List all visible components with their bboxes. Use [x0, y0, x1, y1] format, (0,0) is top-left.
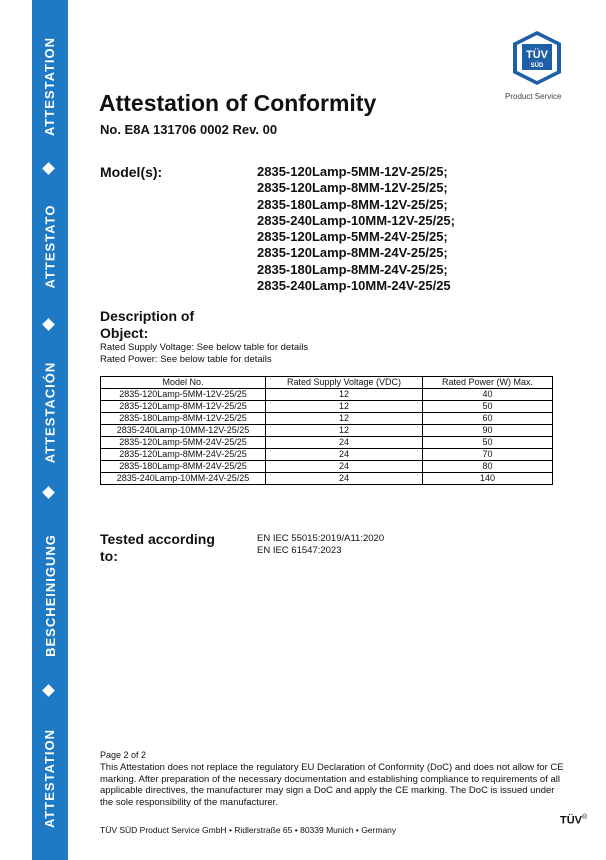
- disclaimer-text: This Attestation does not replace the regulatory EU Declaration of Conformity (DoC) and does not allow for CE marking. After preparation of the necessary documentation and establishing compliance to requirements of all applicable directives, the manufacturer may sign a DoC and apply the CE marking. The DoC is issued under the sole responsibility of the manufacturer.: [100, 762, 564, 808]
- table-cell: 2835-180Lamp-8MM-24V-25/25: [101, 461, 266, 473]
- logo-text-bottom: SÜD: [530, 63, 544, 69]
- model-item: 2835-240Lamp-10MM-12V-25/25;: [257, 212, 455, 228]
- table-cell: 2835-240Lamp-10MM-12V-25/25: [101, 425, 266, 437]
- diamond-icon: [42, 486, 55, 499]
- diamond-icon: [42, 684, 55, 697]
- footer-tuv-mark: [560, 814, 587, 827]
- model-item: 2835-180Lamp-8MM-12V-25/25;: [257, 196, 448, 212]
- table-cell: 2835-120Lamp-5MM-12V-25/25: [101, 389, 266, 401]
- table-header-row: [101, 377, 553, 389]
- models-label: Model(s):: [100, 164, 163, 180]
- table-row: [101, 473, 553, 485]
- table-cell: 12: [266, 389, 423, 401]
- models-list: [257, 164, 455, 294]
- table-row: [101, 437, 553, 449]
- sidebar-label-bescheinigung: BESCHEINIGUNG: [42, 533, 58, 657]
- column-header: Model No.: [101, 377, 266, 389]
- table-cell: 50: [423, 401, 553, 413]
- table-cell: 12: [266, 401, 423, 413]
- sidebar-label-attestation-fr: ATTESTATION: [42, 728, 58, 828]
- standard-item: EN IEC 55015:2019/A11:2020: [257, 533, 385, 544]
- table-cell: 60: [423, 413, 553, 425]
- model-item: 2835-120Lamp-5MM-24V-25/25;: [257, 229, 448, 245]
- table-cell: 80: [423, 461, 553, 473]
- description-label: Description of Object:: [100, 308, 195, 341]
- logo-text-top: TÜV: [526, 49, 548, 61]
- tested-label: Tested according to:: [100, 531, 215, 564]
- logo-caption: Product Service: [505, 92, 562, 101]
- page-title: Attestation of Conformity: [99, 90, 377, 116]
- sidebar-label-atestacion: ATTESTACIÓN: [42, 361, 58, 463]
- tuv-logo-icon: [509, 29, 565, 101]
- table-cell: 40: [423, 389, 553, 401]
- model-item: 2835-120Lamp-8MM-12V-25/25;: [257, 180, 448, 196]
- description-line: Rated Supply Voltage: See below table for details: [100, 342, 309, 353]
- table-row: [101, 413, 553, 425]
- model-item: 2835-240Lamp-10MM-24V-25/25: [257, 278, 451, 294]
- table-cell: 2835-120Lamp-8MM-12V-25/25: [101, 401, 266, 413]
- table-row: [101, 389, 553, 401]
- table-cell: 12: [266, 425, 423, 437]
- table-cell: 70: [423, 449, 553, 461]
- standard-item: EN IEC 61547:2023: [257, 544, 342, 556]
- table-row: [101, 425, 553, 437]
- diamond-icon: [42, 318, 55, 331]
- table-row: [101, 401, 553, 413]
- table-cell: 24: [266, 437, 423, 449]
- sidebar-banner: [32, 0, 68, 860]
- footer-address: TÜV SÜD Product Service GmbH • Ridlerstraße 65 • 80339 Munich • Germany: [100, 825, 397, 835]
- table-cell: 2835-120Lamp-5MM-24V-25/25: [101, 437, 266, 449]
- table-cell: 24: [266, 473, 423, 485]
- page-number: Page 2 of 2: [100, 750, 147, 760]
- table-cell: 2835-180Lamp-8MM-12V-25/25: [101, 413, 266, 425]
- registered-symbol: ®: [582, 814, 588, 821]
- sidebar-label-attestato: ATTESTATO: [42, 204, 58, 288]
- standards-list: [257, 533, 384, 556]
- table-cell: 24: [266, 449, 423, 461]
- column-header: Rated Supply Voltage (VDC): [266, 377, 423, 389]
- description-line: Rated Power: See below table for details: [100, 353, 272, 365]
- diamond-icon: [42, 162, 55, 175]
- column-header: Rated Power (W) Max.: [423, 377, 553, 389]
- model-item: 2835-120Lamp-5MM-12V-25/25;: [257, 164, 448, 179]
- table-cell: 140: [423, 473, 553, 485]
- spec-table: [100, 376, 553, 485]
- model-item: 2835-180Lamp-8MM-24V-25/25;: [257, 261, 448, 277]
- table-row: [101, 449, 553, 461]
- table-cell: 12: [266, 413, 423, 425]
- description-lines: [100, 342, 308, 365]
- footer-mark-text: TÜV: [560, 814, 582, 827]
- table-row: [101, 461, 553, 473]
- model-item: 2835-120Lamp-8MM-24V-25/25;: [257, 245, 448, 261]
- sidebar-label-attestation-en: ATTESTATION: [42, 36, 58, 136]
- table-cell: 2835-240Lamp-10MM-24V-25/25: [101, 473, 266, 485]
- table-cell: 90: [423, 425, 553, 437]
- table-cell: 24: [266, 461, 423, 473]
- table-cell: 50: [423, 437, 553, 449]
- table-cell: 2835-120Lamp-8MM-24V-25/25: [101, 449, 266, 461]
- document-number: No. E8A 131706 0002 Rev. 00: [100, 122, 278, 137]
